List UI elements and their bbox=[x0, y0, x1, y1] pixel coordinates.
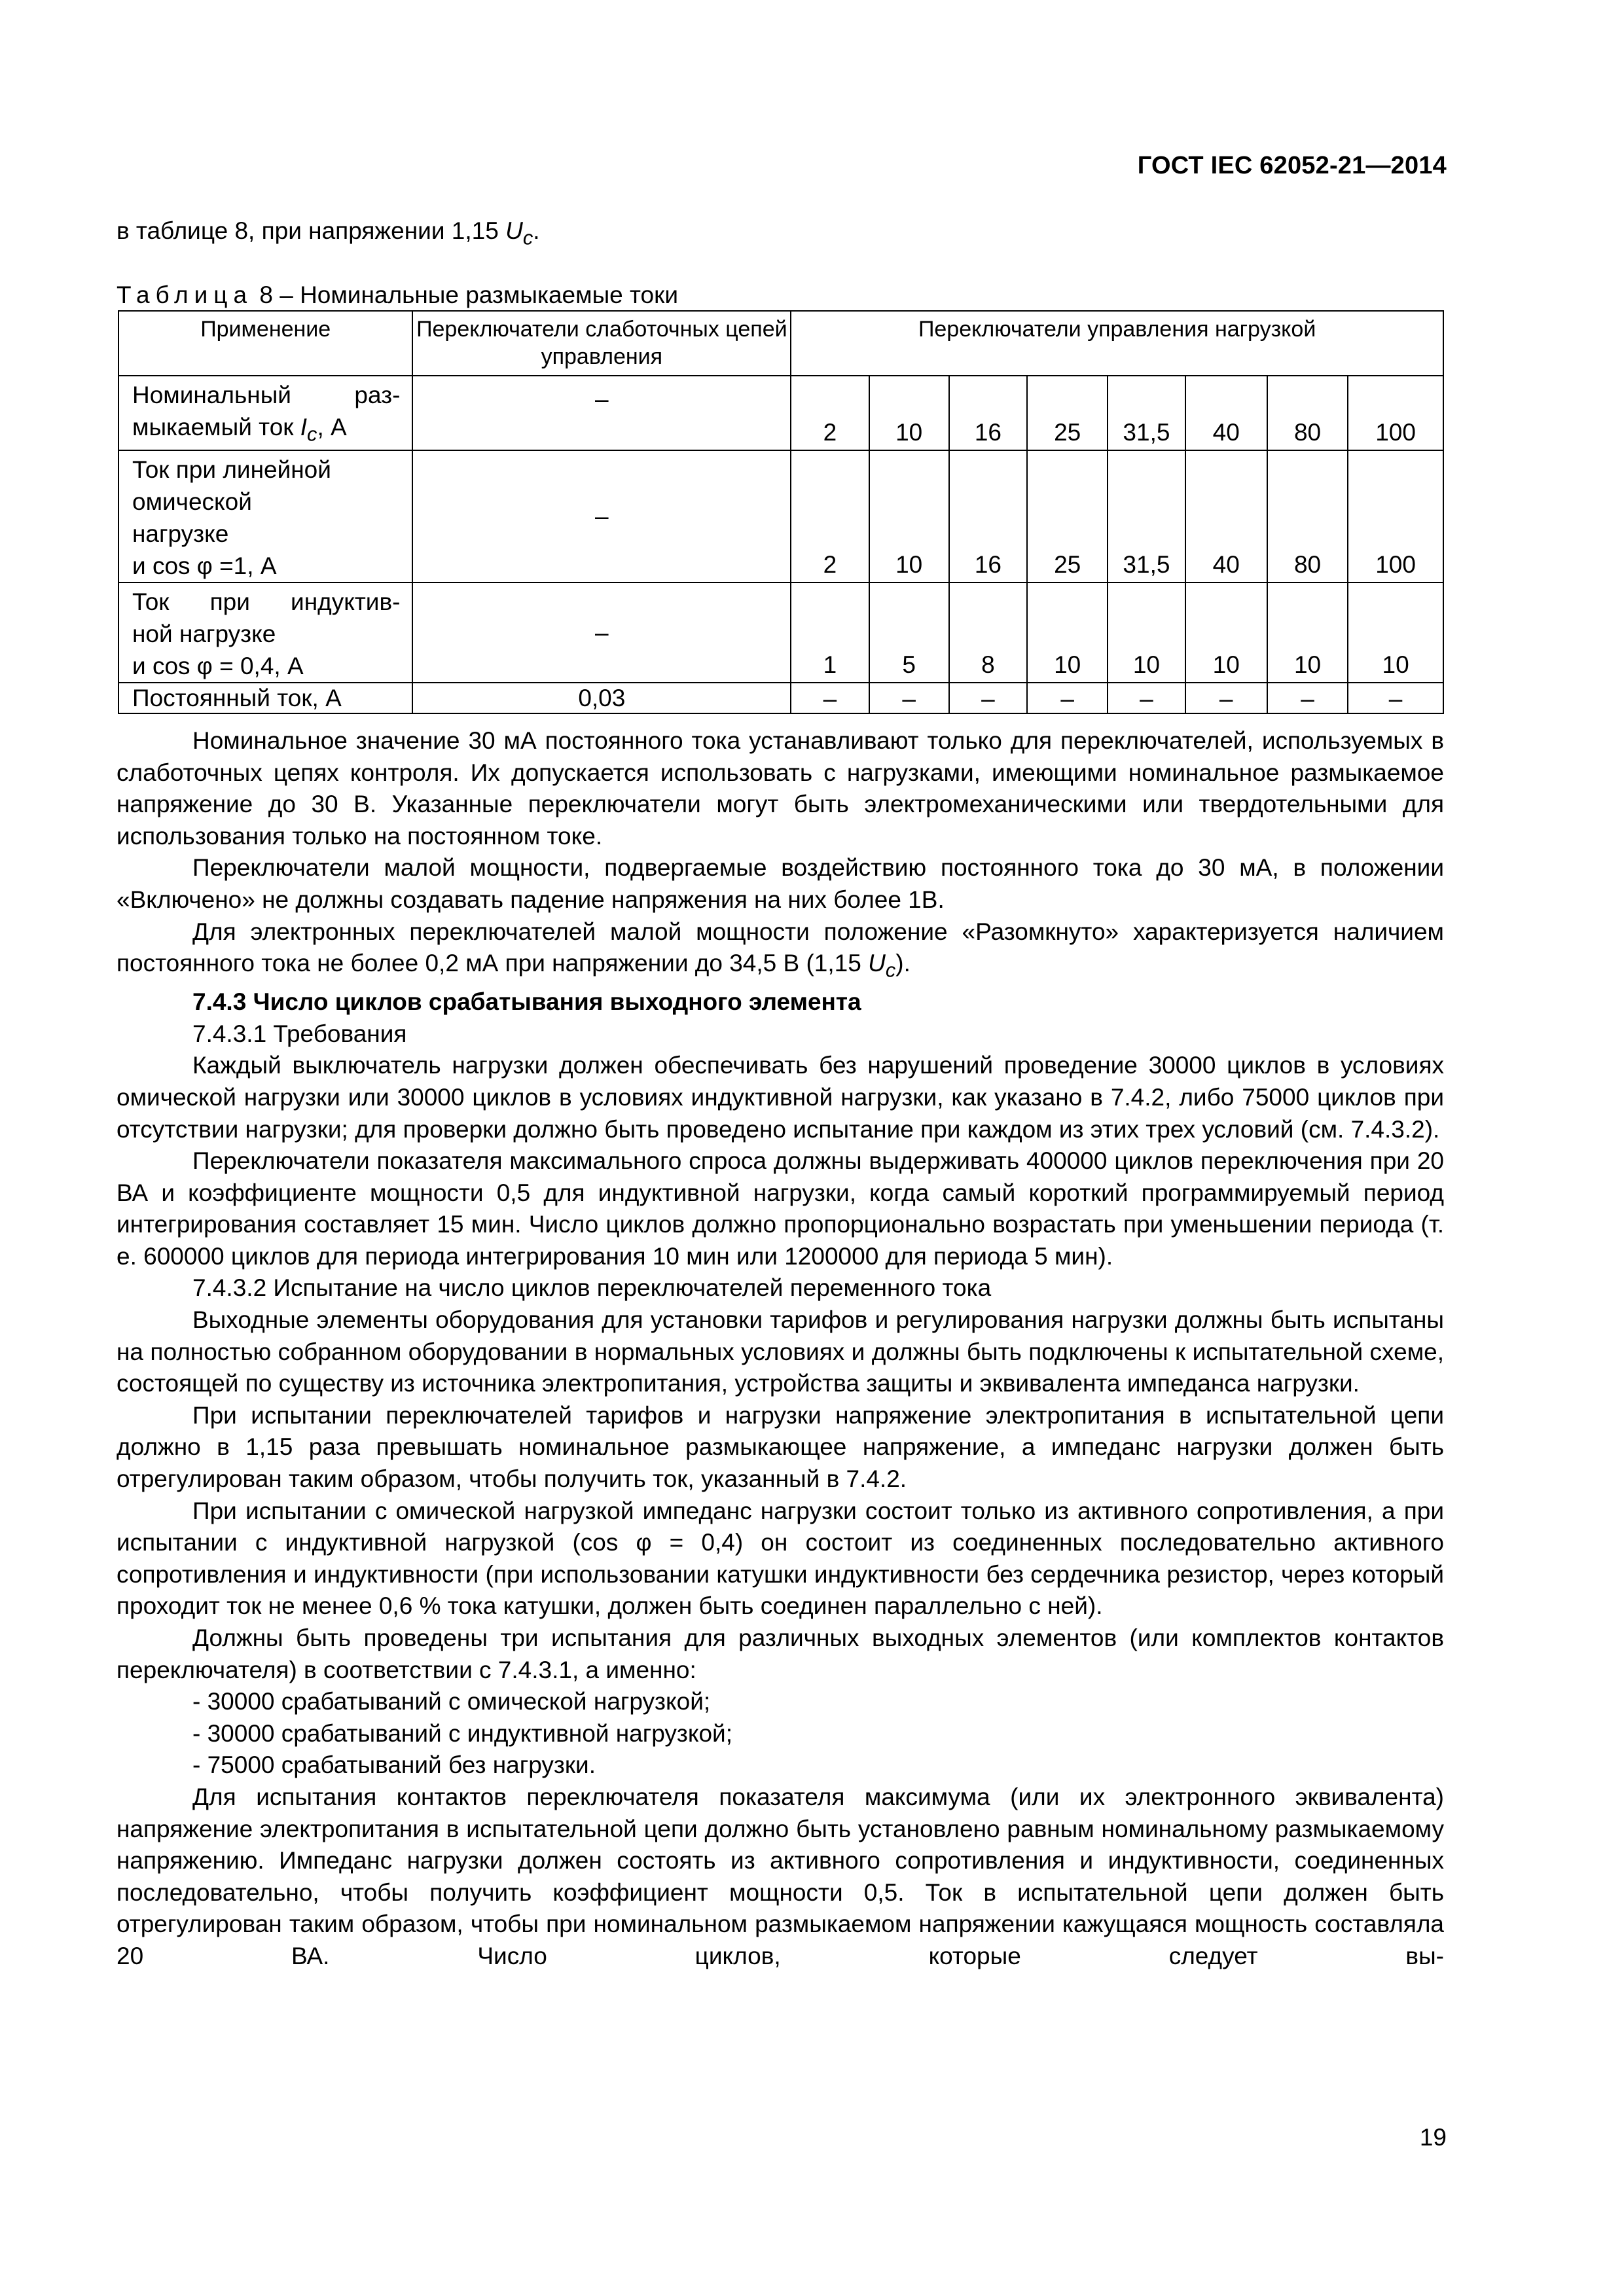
table-cell: – bbox=[869, 683, 949, 713]
table-row bbox=[118, 683, 1443, 713]
table-row bbox=[118, 583, 1443, 683]
table-cell: 2 bbox=[791, 450, 869, 583]
table-row bbox=[118, 450, 1443, 583]
table-cell: 10 bbox=[1108, 583, 1185, 683]
table-cell: 25 bbox=[1027, 450, 1108, 583]
intro-line: в таблице 8, при напряжении 1,15 $U_c$. bbox=[117, 217, 540, 249]
paragraph: Каждый выключатель нагрузки должен обеспечивать без нарушений проведение 30000 циклов в условиях омической нагрузки или 30000 циклов в условиях индуктивной нагрузки, как указано в 7.4.2, либо 75000 циклов при отсутствии нагрузки; для проверки должно быть проведено испытание при каждом из этих трех условий (см. 7.4.3.2). bbox=[117, 1052, 1444, 1143]
subsection-heading-7-4-3-2: 7.4.3.2 Испытание на число циклов переключателей переменного тока bbox=[192, 1274, 992, 1302]
table-caption: Таблица 8 – Номинальные размыкаемые токи bbox=[117, 281, 678, 308]
table-cell: 10 bbox=[1185, 583, 1267, 683]
paragraph: При испытании с омической нагрузкой импеданс нагрузки состоит только из активного сопротивления, а при испытании с индуктивной нагрузкой (cos φ = 0,4) он состоит из соединенных последовательно активного сопротивления и индуктивности (при использовании катушки индуктивности без сердечника резистор, через который проходит ток не менее 0,6 % тока катушки, должен быть соединен параллельно с ней). bbox=[117, 1497, 1444, 1620]
header-load-switches: Переключатели управления нагрузкой bbox=[791, 311, 1443, 376]
list-item: - 30000 срабатываний с индуктивной нагрузкой; bbox=[192, 1719, 733, 1747]
paragraph: Выходные элементы оборудования для установки тарифов и регулирования нагрузки должны быть испытаны на полностью собранном оборудовании в нормальных условиях и должны быть подключены к испытательной схеме, состоящей по существу из источника электропитания, устройства защиты и эквивалента импеданса нагрузки. bbox=[117, 1306, 1444, 1397]
table-cell: 2 bbox=[791, 376, 869, 450]
cell-low-current: – bbox=[412, 450, 791, 583]
header-low-current-switches: Переключатели слаботочных цепей управления bbox=[412, 311, 791, 376]
table-cell: 8 bbox=[949, 583, 1027, 683]
paragraph: При испытании переключателей тарифов и нагрузки напряжение электропитания в испытательной цепи должно в 1,15 раза превышать номинальное размыкающее напряжение, а импеданс нагрузки должен быть отрегулирован таким образом, чтобы получить ток, указанный в 7.4.2. bbox=[117, 1401, 1444, 1493]
section-heading-7-4-3: 7.4.3 Число циклов срабатывания выходного элемента bbox=[192, 988, 861, 1016]
table-cell: 100 bbox=[1348, 376, 1443, 450]
table-cell: 80 bbox=[1267, 450, 1348, 583]
table-cell: 31,5 bbox=[1108, 450, 1185, 583]
table-cell: – bbox=[949, 683, 1027, 713]
rated-breaking-currents-table bbox=[118, 310, 1444, 714]
table-cell: 16 bbox=[949, 376, 1027, 450]
table-row bbox=[118, 376, 1443, 450]
paragraph: Переключатели малой мощности, подвергаемые воздействию постоянного тока до 30 мА, в положении «Включено» не должны создавать падение напряжения на них более 1В. bbox=[117, 854, 1444, 913]
document-code: ГОСТ IEC 62052-21—2014 bbox=[1137, 152, 1447, 179]
row-label: Ток при индуктив- ной нагрузке и cos φ = 0,4, А bbox=[118, 583, 412, 683]
paragraph: Номинальное значение 30 мА постоянного тока устанавливают только для переключателей, используемых в слаботочных цепях контроля. Их допускается использовать с нагрузками, имеющими номинальное размыкаемое напряжение до 30 В. Указанные переключатели могут быть электромеханическими или твердотельными для использования только на постоянном токе. bbox=[117, 727, 1444, 850]
table-cell: 31,5 bbox=[1108, 376, 1185, 450]
header-application: Применение bbox=[118, 311, 412, 376]
table-cell: 1 bbox=[791, 583, 869, 683]
table-cell: 10 bbox=[869, 450, 949, 583]
table-cell: 25 bbox=[1027, 376, 1108, 450]
body-text bbox=[117, 725, 1444, 1973]
paragraph: Для электронных переключателей малой мощности положение «Разомкнуто» характеризуется наличием постоянного тока не более 0,2 мА при напряжении до 34,5 В (1,15 $U_c$). bbox=[117, 918, 1444, 982]
cell-low-current: – bbox=[412, 376, 791, 450]
table-cell: 16 bbox=[949, 450, 1027, 583]
table-cell: 80 bbox=[1267, 376, 1348, 450]
table-cell: 40 bbox=[1185, 450, 1267, 583]
table-cell: – bbox=[1027, 683, 1108, 713]
paragraph: Должны быть проведены три испытания для различных выходных элементов (или комплектов контактов переключателя) в соответствии с 7.4.3.1, а именно: bbox=[117, 1624, 1444, 1683]
row-label: Постоянный ток, А bbox=[118, 683, 412, 713]
list-item: - 75000 срабатываний без нагрузки. bbox=[192, 1751, 596, 1779]
list-item: - 30000 срабатываний с омической нагрузкой; bbox=[192, 1688, 711, 1715]
row-label: Ток при линейной омической нагрузке и cos φ =1, А bbox=[118, 450, 412, 583]
table-cell: – bbox=[1185, 683, 1267, 713]
paragraph: Для испытания контактов переключателя показателя максимума (или их электронного эквивалента) напряжение электропитания в испытательной цепи должно быть установлено равным номинальному размыкаемому напряжению. Импеданс нагрузки должен состоять из активного сопротивления и индуктивности, соединенных последовательно, чтобы получить коэффициент мощности 0,5. Ток в испытательной цепи должен быть отрегулирован таким образом, чтобы при номинальном размыкаемом напряжении кажущаяся мощность составляла 20 ВА. Число циклов, которые следует вы- bbox=[117, 1783, 1444, 1969]
table-cell: 40 bbox=[1185, 376, 1267, 450]
table-cell: – bbox=[1267, 683, 1348, 713]
cell-low-current: – bbox=[412, 583, 791, 683]
row-label: Номинальный раз- мыкаемый ток $I_c$, А bbox=[118, 376, 412, 450]
subsection-heading-7-4-3-1: 7.4.3.1 Требования bbox=[192, 1020, 407, 1047]
table-cell: – bbox=[1108, 683, 1185, 713]
table-cell: 10 bbox=[1267, 583, 1348, 683]
table-cell: 10 bbox=[1348, 583, 1443, 683]
page-number: 19 bbox=[1419, 2124, 1447, 2151]
table-cell: 5 bbox=[869, 583, 949, 683]
table-cell: – bbox=[791, 683, 869, 713]
table-cell: – bbox=[1348, 683, 1443, 713]
table-cell: 100 bbox=[1348, 450, 1443, 583]
table-cell: 10 bbox=[1027, 583, 1108, 683]
table-cell: 10 bbox=[869, 376, 949, 450]
cell-low-current: 0,03 bbox=[412, 683, 791, 713]
table-header-row bbox=[118, 311, 1443, 376]
paragraph: Переключатели показателя максимального спроса должны выдерживать 400000 циклов переключения при 20 ВА и коэффициенте мощности 0,5 для индуктивной нагрузки, когда самый короткий программируемый период интегрирования составляет 15 мин. Число циклов должно пропорционально возрастать при уменьшении периода (т. е. 600000 циклов для периода интегрирования 10 мин или 1200000 для периода 5 мин). bbox=[117, 1147, 1444, 1270]
